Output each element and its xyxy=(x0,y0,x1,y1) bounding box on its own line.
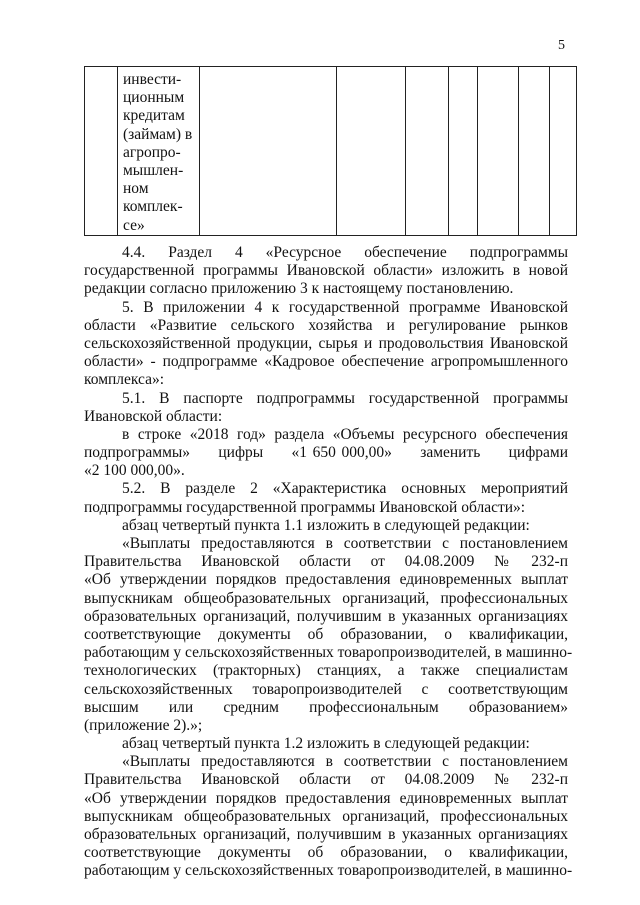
text-line: сельскохозяйственных товаропроизводителей с соответствующим xyxy=(84,680,568,698)
table-cell-line: кредитам xyxy=(123,107,185,125)
text-line: технологических (тракторных) станциях, а также специалистам xyxy=(84,662,568,680)
text-line: подпрограммы» цифры «1 650 000,00» заменить цифрами xyxy=(84,444,568,462)
text-line: в строке «2018 год» раздела «Объемы ресурсного обеспечения xyxy=(122,425,568,443)
table-cell-empty-4 xyxy=(406,67,449,236)
table-cell-empty-2 xyxy=(200,67,337,236)
text-line: соответствующие документы об образовании, о квалификации, xyxy=(84,844,568,862)
table-cell-line: ционным xyxy=(123,89,185,107)
page-number: 5 xyxy=(558,38,565,53)
text-line: абзац четвертый пункта 1.2 изложить в следующей редакции: xyxy=(122,735,530,753)
text-line: работающим у сельскохозяйственных товаропроизводителей, в машинно- xyxy=(84,862,573,880)
text-line: 5.2. В разделе 2 «Характеристика основных мероприятий xyxy=(122,480,568,498)
text-line: образовательных организаций, получившим в указанных организациях xyxy=(84,826,568,843)
table-cell-line: се» xyxy=(123,216,145,234)
document-body xyxy=(84,244,573,881)
text-line: абзац четвертый пункта 1.1 изложить в следующей редакции: xyxy=(122,516,530,534)
text-line: высшим или средним профессиональным образованием» xyxy=(84,698,568,716)
text-line: «Выплаты предоставляются в соответствии с постановлением xyxy=(122,753,568,771)
table-cell-empty-7 xyxy=(519,67,550,236)
text-line: 5.1. В паспорте подпрограммы государственной программы xyxy=(122,389,568,407)
text-line: редакции согласно приложению 3 к настоящему постановлению. xyxy=(84,280,514,298)
text-line: «Об утверждении порядков предоставления единовременных выплат xyxy=(84,789,568,807)
text-line: «2 100 000,00». xyxy=(84,462,185,480)
table-row xyxy=(85,67,577,236)
text-line: выпускникам общеобразовательных организаций, профессиональных xyxy=(84,589,568,607)
table-cell-line: комплек- xyxy=(123,198,183,216)
table-fragment xyxy=(84,66,577,236)
table-cell-line: мышлен- xyxy=(123,162,184,180)
table-cell-line: агропро- xyxy=(123,143,181,161)
table-cell-lines xyxy=(118,67,199,235)
text-line: соответствующие документы об образовании, о квалификации, xyxy=(84,625,568,643)
text-line: Правительства Ивановской области от 04.08.2009 № 232-п xyxy=(84,553,568,571)
text-line: (приложение 2).»; xyxy=(84,716,203,734)
text-line: Ивановской области: xyxy=(84,407,223,425)
text-line: сельскохозяйственной продукции, сырья и продовольствия Ивановской xyxy=(84,334,568,352)
text-line: работающим у сельскохозяйственных товаропроизводителей, в машинно- xyxy=(84,644,573,662)
text-line: выпускникам общеобразовательных организаций, профессиональных xyxy=(84,807,568,825)
text-line: «Об утверждении порядков предоставления единовременных выплат xyxy=(84,571,568,589)
text-line: подпрограммы государственной программы Ивановской области»: xyxy=(84,498,526,516)
table-cell-line: ном xyxy=(123,180,149,198)
table-cell-line: инвести- xyxy=(123,71,182,88)
text-line: области» - подпрограмме «Кадровое обеспечение агропромышленного xyxy=(84,353,568,371)
table-cell-text xyxy=(118,67,200,236)
text-line: области «Развитие сельского хозяйства и регулирование рынков xyxy=(84,316,568,334)
text-line: 4.4. Раздел 4 «Ресурсное обеспечение подпрограммы xyxy=(122,244,568,261)
table-cell-empty-1 xyxy=(85,67,118,236)
table-cell-empty-6 xyxy=(478,67,519,236)
table-cell-empty-3 xyxy=(337,67,406,236)
text-line: 5. В приложении 4 к государственной программе Ивановской xyxy=(122,298,568,316)
table-cell-empty-8 xyxy=(550,67,577,236)
text-line: государственной программы Ивановской области» изложить в новой xyxy=(84,262,568,280)
text-line: Правительства Ивановской области от 04.08.2009 № 232-п xyxy=(84,771,568,789)
text-line: комплекса»: xyxy=(84,371,165,389)
table-cell-line: (займам) в xyxy=(123,125,193,143)
text-line: «Выплаты предоставляются в соответствии с постановлением xyxy=(122,535,568,552)
table-cell-empty-5 xyxy=(449,67,478,236)
text-line: образовательных организаций, получившим в указанных организациях xyxy=(84,607,568,625)
